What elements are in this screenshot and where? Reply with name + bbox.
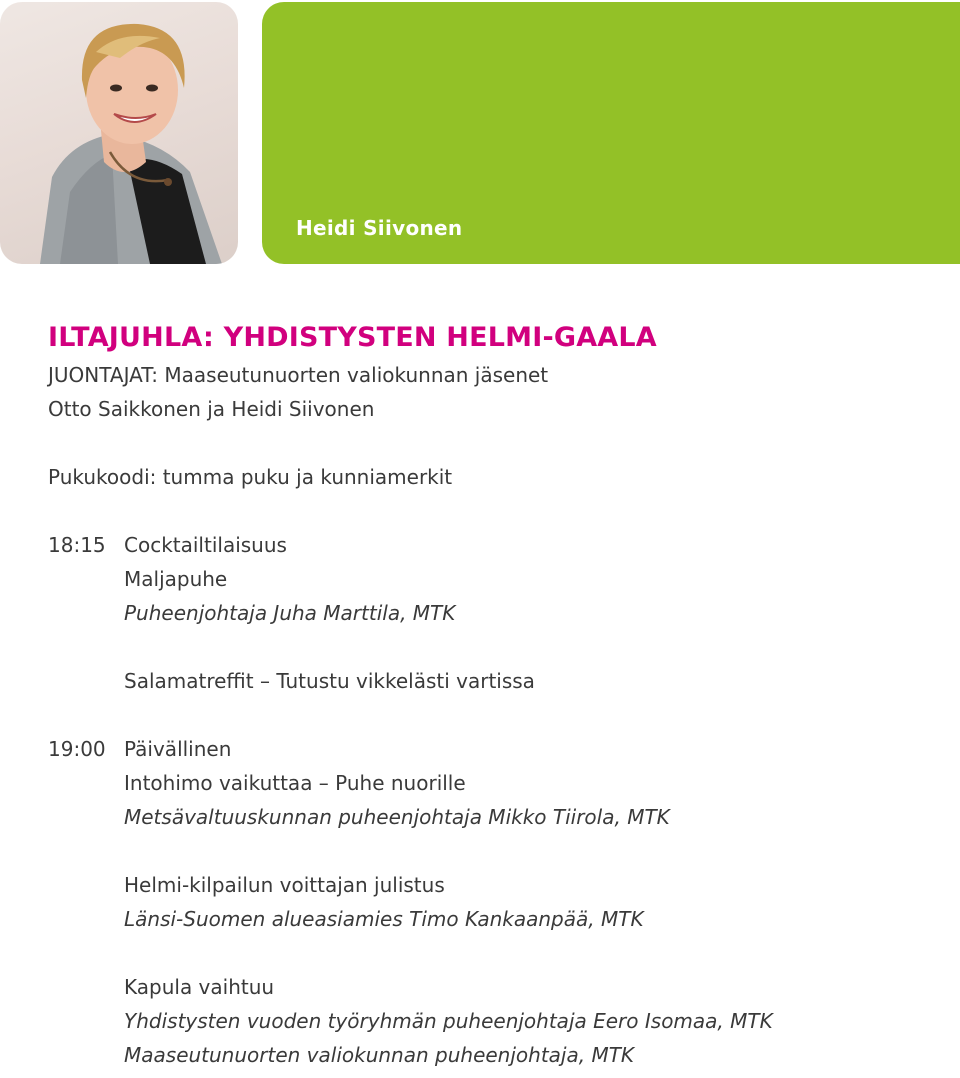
portrait-illustration	[0, 2, 238, 264]
schedule-item: Cocktailtilaisuus	[124, 533, 287, 557]
schedule-block-1900	[48, 732, 948, 1072]
schedule-item: Päivällinen	[124, 737, 232, 761]
schedule-item: Kapula vaihtuu	[124, 975, 275, 999]
schedule-block-1815	[48, 528, 948, 698]
speaker-name: Heidi Siivonen	[296, 216, 463, 240]
schedule-item: Maljapuhe	[124, 567, 228, 591]
hosts-line-1: JUONTAJAT: Maaseutunuorten valiokunnan jäsenet	[48, 363, 549, 387]
time-1815: 18:15	[48, 533, 106, 557]
speaker-credit: Länsi-Suomen alueasiamies Timo Kankaanpää, MTK	[124, 907, 644, 931]
event-title: ILTAJUHLA: YHDISTYSTEN HELMI-GAALA	[48, 322, 657, 353]
time-1900: 19:00	[48, 737, 106, 761]
schedule-item: Intohimo vaikuttaa – Puhe nuorille	[124, 771, 466, 795]
speaker-photo	[0, 2, 238, 264]
speaker-credit: Maaseutunuorten valiokunnan puheenjohtaja, MTK	[124, 1043, 635, 1067]
speaker-credit: Puheenjohtaja Juha Marttila, MTK	[124, 601, 456, 625]
header-banner	[262, 2, 960, 264]
speaker-credit: Yhdistysten vuoden työryhmän puheenjohtaja Eero Isomaa, MTK	[124, 1009, 773, 1033]
schedule-item: Helmi-kilpailun voittajan julistus	[124, 873, 445, 897]
hosts-line-2: Otto Saikkonen ja Heidi Siivonen	[48, 397, 375, 421]
speaker-credit: Metsävaltuuskunnan puheenjohtaja Mikko Tiirola, MTK	[124, 805, 670, 829]
program-content	[48, 318, 948, 1072]
dress-code: Pukukoodi: tumma puku ja kunniamerkit	[48, 465, 453, 489]
schedule-item: Salamatreffit – Tutustu vikkelästi vartissa	[124, 669, 535, 693]
